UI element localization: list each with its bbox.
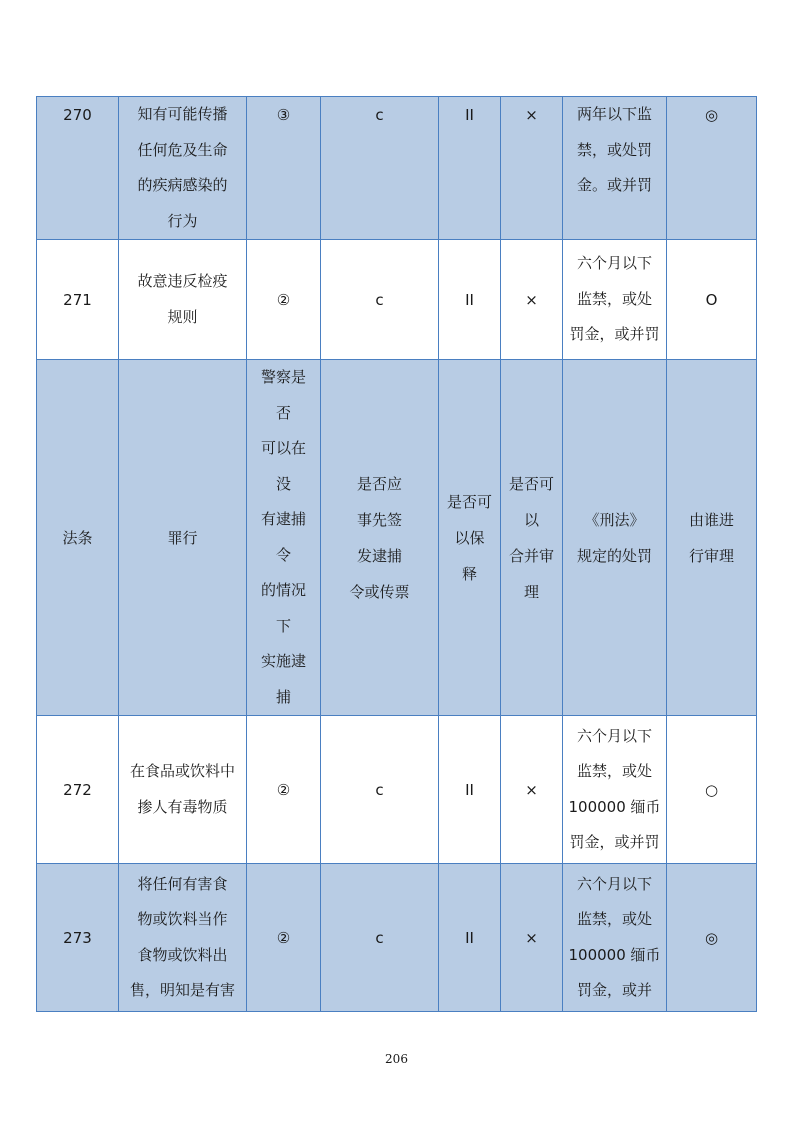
warrant-cell: c bbox=[321, 864, 439, 1012]
arrest-cell: ② bbox=[247, 864, 321, 1012]
article-cell: 272 bbox=[37, 716, 119, 864]
header-compound: 是否可 以 合并审 理 bbox=[501, 360, 563, 716]
punishment-cell: 两年以下监 禁，或处罚 金。或并罚 bbox=[563, 97, 667, 240]
compound-cell: × bbox=[501, 97, 563, 240]
header-arrest: 警察是 否 可以在 没 有逮捕 令 的情况 下 实施逮 捕 bbox=[247, 360, 321, 716]
court-cell: ○ bbox=[667, 716, 757, 864]
header-court: 由谁进 行审理 bbox=[667, 360, 757, 716]
bail-cell: II bbox=[439, 864, 501, 1012]
court-cell: O bbox=[667, 240, 757, 360]
offence-cell: 故意违反检疫 规则 bbox=[119, 240, 247, 360]
header-offence: 罪行 bbox=[119, 360, 247, 716]
table-header-row bbox=[37, 360, 757, 716]
table-row-270 bbox=[37, 97, 757, 240]
warrant-cell: c bbox=[321, 97, 439, 240]
offence-cell: 知有可能传播 任何危及生命 的疾病感染的 行为 bbox=[119, 97, 247, 240]
article-cell: 271 bbox=[37, 240, 119, 360]
header-bail: 是否可 以保 释 bbox=[439, 360, 501, 716]
court-cell: ◎ bbox=[667, 97, 757, 240]
table-row-273 bbox=[37, 864, 757, 1012]
article-cell: 273 bbox=[37, 864, 119, 1012]
court-cell: ◎ bbox=[667, 864, 757, 1012]
table-row-271 bbox=[37, 240, 757, 360]
punishment-cell: 六个月以下 监禁，或处 100000 缅币 罚金，或并 bbox=[563, 864, 667, 1012]
page-number: 206 bbox=[385, 1052, 408, 1066]
punishment-cell: 六个月以下 监禁，或处 100000 缅币 罚金，或并罚 bbox=[563, 716, 667, 864]
header-punishment: 《刑法》 规定的处罚 bbox=[563, 360, 667, 716]
warrant-cell: c bbox=[321, 716, 439, 864]
bail-cell: II bbox=[439, 716, 501, 864]
penal-code-table bbox=[36, 96, 757, 1012]
offence-cell: 将任何有害食 物或饮料当作 食物或饮料出 售，明知是有害 bbox=[119, 864, 247, 1012]
bail-cell: II bbox=[439, 97, 501, 240]
warrant-cell: c bbox=[321, 240, 439, 360]
arrest-cell: ③ bbox=[247, 97, 321, 240]
punishment-cell: 六个月以下 监禁，或处 罚金，或并罚 bbox=[563, 240, 667, 360]
article-cell: 270 bbox=[37, 97, 119, 240]
arrest-cell: ② bbox=[247, 716, 321, 864]
header-article: 法条 bbox=[37, 360, 119, 716]
table-row-272 bbox=[37, 716, 757, 864]
compound-cell: × bbox=[501, 240, 563, 360]
compound-cell: × bbox=[501, 864, 563, 1012]
bail-cell: II bbox=[439, 240, 501, 360]
header-warrant: 是否应 事先签 发逮捕 令或传票 bbox=[321, 360, 439, 716]
offence-cell: 在食品或饮料中 掺人有毒物质 bbox=[119, 716, 247, 864]
compound-cell: × bbox=[501, 716, 563, 864]
arrest-cell: ② bbox=[247, 240, 321, 360]
